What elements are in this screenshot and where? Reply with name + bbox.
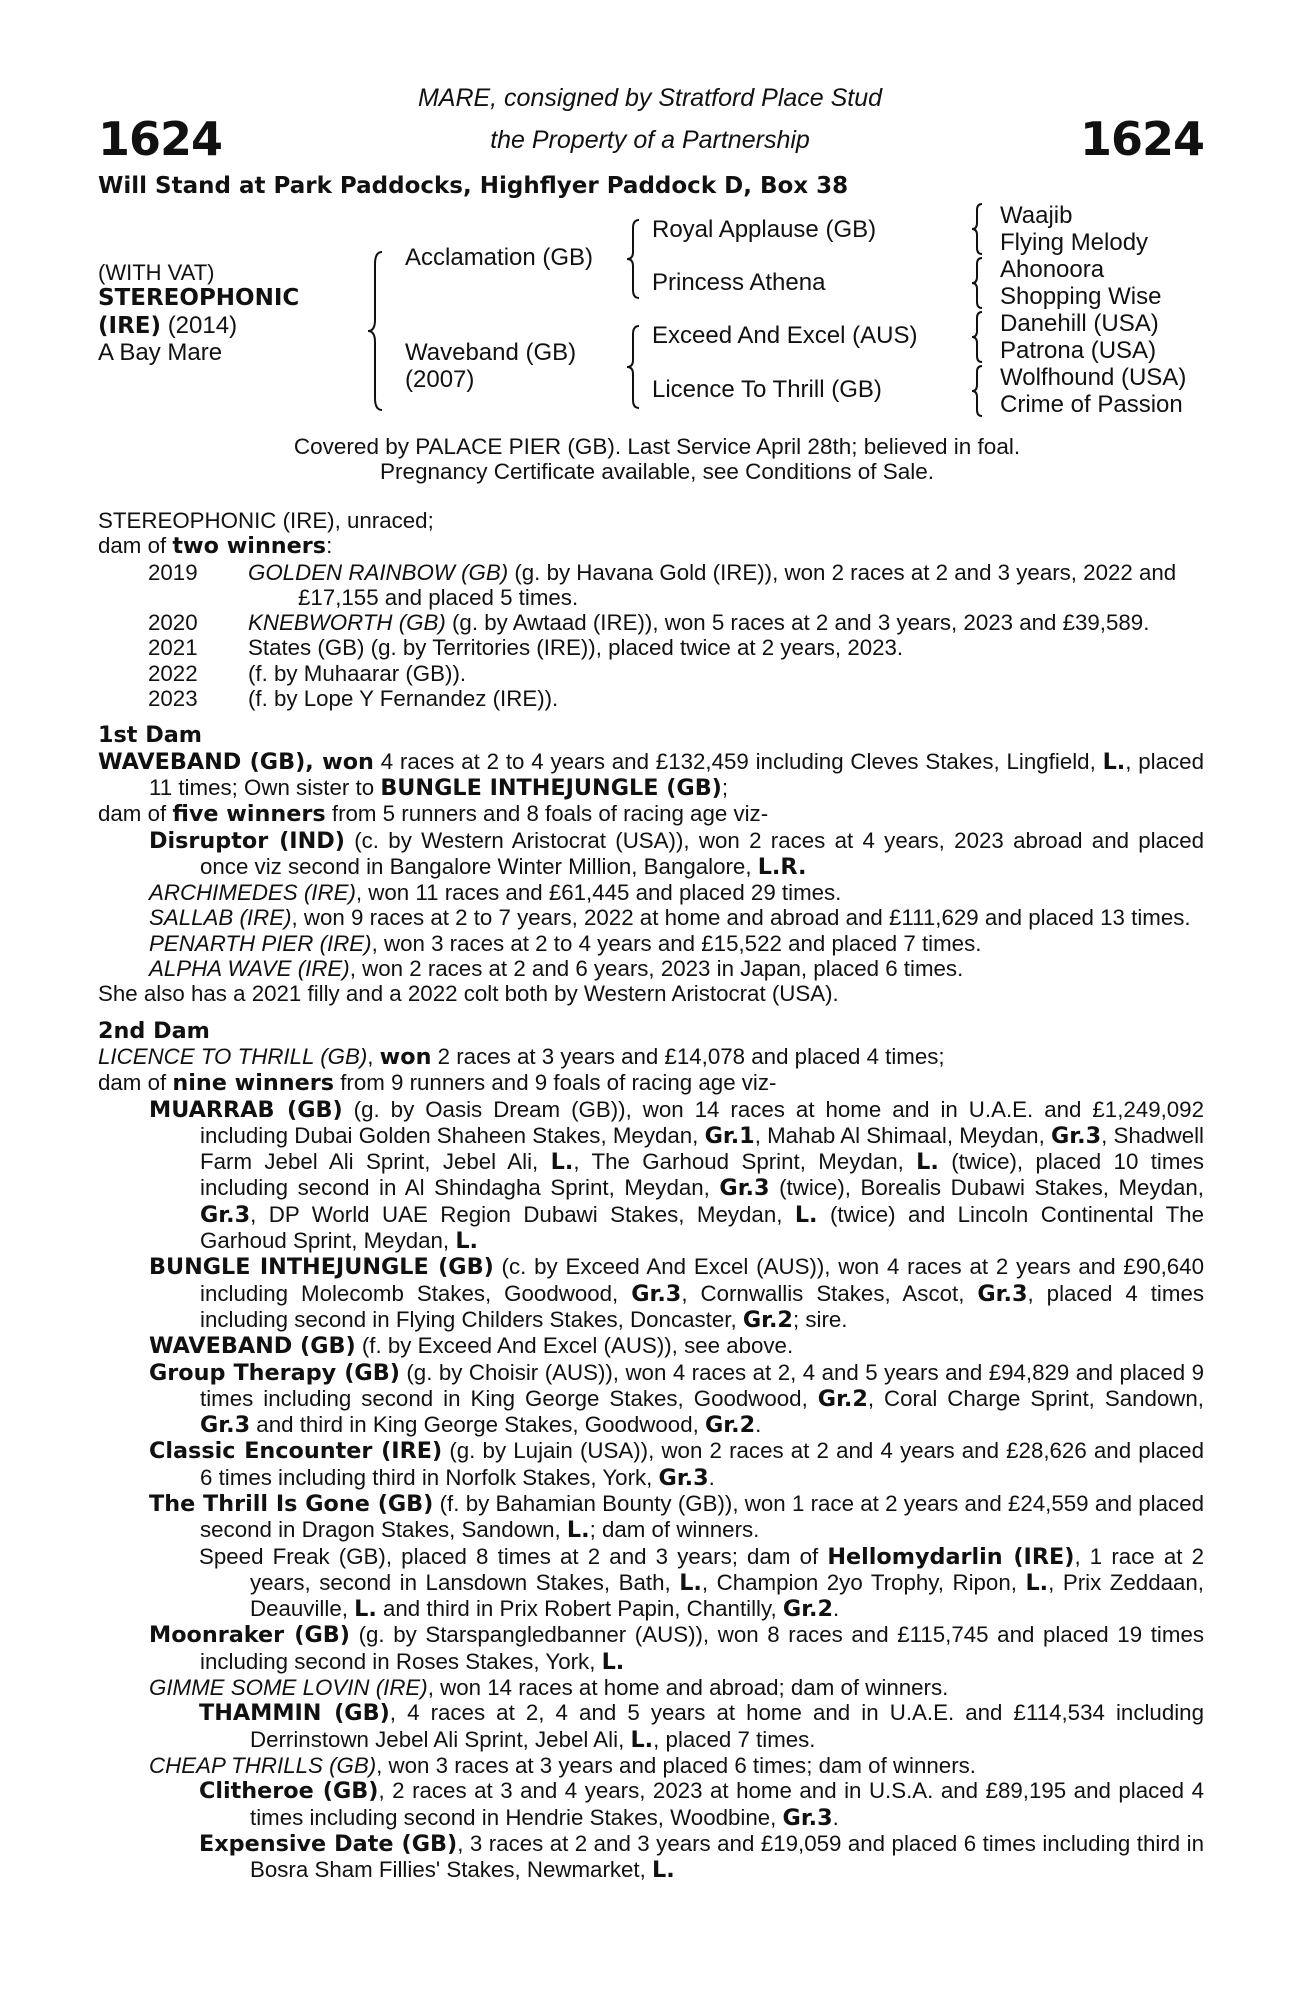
text: , Mahab Al Shimaal, Meydan,	[754, 1122, 1051, 1148]
intro-dam-of	[98, 533, 1204, 559]
sister-name: BUNGLE INTHEJUNGLE (GB)	[380, 774, 722, 801]
text: (g. by Lujain (USA)), won 2 races at 2 and 4 years and £28,626 and placed 6 times including third in Norfolk Stakes, York,	[200, 1438, 1204, 1490]
grade: L.R.	[757, 853, 807, 880]
produce-name: GOLDEN RAINBOW (GB)	[248, 559, 509, 585]
gg-3: Ahonoora	[1000, 256, 1105, 283]
gg-8: Crime of Passion	[1000, 391, 1183, 418]
gg-7: Wolfhound (USA)	[1000, 364, 1187, 391]
grade: Gr.3	[200, 1412, 251, 1439]
text: 2 races at 3 years and £14,078 and placed 4 times;	[431, 1043, 945, 1069]
intro-winners: two winners	[172, 533, 327, 560]
vat-note: (WITH VAT)	[98, 260, 215, 285]
text: ; dam of winners.	[589, 1517, 760, 1543]
gg-2: Flying Melody	[1000, 229, 1149, 256]
lot-number-right: 1624	[1079, 112, 1204, 166]
intro-dam-of-text: dam of	[98, 533, 173, 559]
text: Speed Freak (GB), placed 8 times at 2 and 3 years; dam of	[199, 1543, 828, 1569]
grade: L.	[566, 1517, 590, 1544]
text: and third in King George Stakes, Goodwood,	[250, 1412, 705, 1438]
runner-entry	[98, 1622, 1204, 1675]
produce-row	[98, 560, 1204, 611]
grade: L.	[354, 1596, 377, 1623]
grade: Gr.3	[1051, 1122, 1102, 1149]
property-line: the Property of a Partnership	[490, 126, 810, 154]
produce-details: States (GB) (g. by Territories (IRE)), placed twice at 2 years, 2023.	[248, 635, 904, 661]
lot-number-left: 1624	[98, 112, 223, 166]
second-dam-dam-of	[98, 1070, 1204, 1096]
gg-5: Danehill (USA)	[1000, 310, 1159, 337]
runner-entry	[98, 1438, 1204, 1491]
text: , DP World UAE Region Dubawi Stakes, Meydan,	[250, 1201, 795, 1227]
sire-sire: Royal Applause (GB)	[652, 216, 877, 243]
runner-entry	[98, 1753, 1204, 1778]
gg-4: Shopping Wise	[1000, 283, 1162, 310]
grade: L.	[1025, 1569, 1049, 1596]
second-dam-name: LICENCE TO THRILL (GB)	[98, 1043, 368, 1069]
grade: L.	[652, 1857, 675, 1884]
grade: L.	[455, 1228, 479, 1255]
runner-entry	[98, 956, 1204, 981]
produce-details: (f. by Muhaarar (GB)).	[248, 660, 467, 686]
text: , Shadwell Farm Jebel Ali Sprint, Jebel Ali,	[200, 1122, 1204, 1175]
runner-name: PENARTH PIER (IRE)	[149, 930, 372, 956]
horse-name: STEREOPHONIC	[98, 285, 300, 311]
gg-1: Waajib	[1000, 202, 1073, 229]
winners-count: nine winners	[172, 1070, 335, 1097]
sire-dam-brace	[366, 250, 384, 412]
text: , Coral Charge Sprint, Sandown,	[867, 1385, 1205, 1411]
dam-year: (2007)	[405, 366, 475, 393]
text: 4 races at 2 to 4 years and £132,459 including Cleves Stakes, Lingfield,	[373, 748, 1103, 774]
horse-suffix: (IRE)	[98, 313, 162, 339]
sire-parents-brace	[625, 218, 641, 300]
grade: Gr.3	[658, 1464, 709, 1491]
produce-details: (g. by Havana Gold (IRE)), won 2 races at 2 and 3 years, 2022 and £17,155 and placed 5 times.	[298, 559, 1177, 610]
runner-entry	[98, 1097, 1204, 1255]
dam-dam: Licence To Thrill (GB)	[652, 376, 882, 403]
text: (twice), placed 10 times including second in Al Shindagha Sprint, Meydan,	[200, 1149, 1204, 1201]
text: ;	[721, 774, 729, 800]
text: (twice), Borealis Dubawi Stakes, Meydan,	[769, 1175, 1205, 1201]
horse-year: (2014)	[167, 312, 238, 339]
produce-name: KNEBWORTH (GB)	[248, 610, 446, 636]
runner-name: MUARRAB (GB)	[149, 1096, 343, 1123]
produce-year: 2021	[148, 635, 198, 661]
produce-details: (g. by Awtaad (IRE)), won 5 races at 2 and 3 years, 2023 and £39,589.	[445, 610, 1150, 636]
runner-name: SALLAB (IRE)	[149, 905, 292, 931]
text: (g. by Choisir (AUS)), won 4 races at 2, 4 and 5 years and £94,829 and placed 9 times including second in King George Stakes, Goodwood,	[200, 1359, 1204, 1411]
text: .	[832, 1804, 839, 1830]
intro-line: STEREOPHONIC (IRE), unraced;	[98, 508, 434, 533]
text: , Champion 2yo Trophy, Ripon,	[701, 1569, 1026, 1595]
runner-name: The Thrill Is Gone (GB)	[149, 1490, 434, 1517]
gg-brace-4	[970, 364, 984, 418]
produce-row	[98, 686, 1204, 711]
consignor-line: MARE, consigned by Stratford Place Stud	[417, 84, 883, 112]
second-dam-summary: LICENCE TO THRILL (GB), won 2 races at 3 years and £14,078 and placed 4 times;	[98, 1043, 945, 1070]
runner-entry	[98, 1333, 1204, 1359]
grade: Gr.3	[631, 1280, 682, 1307]
text: , won 3 races at 3 years and placed 6 times; dam of winners.	[376, 1752, 976, 1778]
sire: Acclamation (GB)	[405, 244, 594, 271]
covered-line-2: Pregnancy Certificate available, see Conditions of Sale.	[379, 459, 935, 484]
runner-name: Disruptor (IND)	[149, 827, 345, 854]
text: , placed 11 times; Own sister to	[149, 748, 1204, 800]
grade: L.	[1102, 748, 1126, 775]
runner-name: GIMME SOME LOVIN (IRE)	[149, 1675, 428, 1701]
runner-entry	[98, 1831, 1204, 1884]
runner-name: Moonraker (GB)	[149, 1622, 350, 1649]
runner-entry	[98, 1254, 1204, 1333]
second-dam-heading: 2nd Dam	[98, 1017, 210, 1044]
runner-name: Classic Encounter (IRE)	[149, 1438, 443, 1465]
gg-6: Patrona (USA)	[1000, 337, 1157, 364]
text: , Cornwallis Stakes, Ascot,	[681, 1280, 978, 1306]
grade: Gr.1	[704, 1122, 755, 1149]
grade: Gr.2	[817, 1385, 868, 1412]
first-dam-dam-of	[98, 801, 1204, 827]
runner-name: ARCHIMEDES (IRE)	[149, 880, 356, 906]
text: and third in Prix Robert Papin, Chantilly,	[376, 1596, 783, 1622]
runner-name: Clitheroe (GB)	[199, 1778, 379, 1805]
grade: L.	[679, 1569, 702, 1596]
text: (twice) and Lincoln Continental The Garhoud Sprint, Meydan,	[200, 1201, 1204, 1254]
produce-row	[98, 635, 1204, 660]
gg-brace-1	[970, 202, 984, 256]
text: dam of	[98, 1070, 173, 1096]
won: won	[379, 1043, 432, 1070]
runner-name: CHEAP THRILLS (GB)	[149, 1752, 377, 1778]
gg-brace-3	[970, 310, 984, 364]
runner-name: Expensive Date (GB)	[199, 1830, 458, 1857]
first-dam-summary	[98, 749, 1204, 802]
runner-entry	[98, 931, 1204, 956]
text: , 4 races at 2, 4 and 5 years at home and in U.A.E. and £114,534 including Derrinstown Jebel Ali Sprint, Jebel Ali,	[250, 1700, 1204, 1752]
runner-name: Group Therapy (GB)	[149, 1359, 400, 1386]
dam: Waveband (GB)	[405, 339, 577, 366]
runner-entry	[98, 1700, 1204, 1753]
grade: L.	[550, 1149, 574, 1176]
winners-count: five winners	[172, 801, 326, 828]
runner-entry	[98, 828, 1204, 881]
produce-row	[98, 610, 1204, 635]
gg-brace-2	[970, 256, 984, 310]
grade: Gr.2	[742, 1306, 793, 1333]
text: (f. by Bahamian Bounty (GB)), won 1 race at 2 years and £24,559 and placed second in Dragon Stakes, Sandown,	[200, 1490, 1204, 1543]
text: (c. by Western Aristocrat (USA)), won 2 races at 4 years, 2023 abroad and placed once viz second in Bangalore Winter Million, Bangalore,	[200, 827, 1204, 879]
runner-name: ALPHA WAVE (IRE)	[149, 956, 350, 982]
first-dam-also: She also has a 2021 filly and a 2022 colt both by Western Aristocrat (USA).	[98, 981, 839, 1007]
runner-entry	[98, 1544, 1204, 1623]
runner-name: WAVEBAND (GB)	[149, 1333, 356, 1360]
grade: L.	[630, 1726, 654, 1753]
horse-origin-year	[98, 312, 237, 340]
produce-year: 2023	[148, 686, 198, 712]
text: .	[755, 1412, 762, 1438]
grade: Gr.2	[782, 1596, 833, 1623]
runner-entry	[98, 1675, 1204, 1700]
grade: Gr.3	[200, 1201, 251, 1228]
grade: L.	[794, 1201, 818, 1228]
runner-entry	[98, 905, 1204, 930]
grade: L.	[916, 1149, 939, 1176]
produce-row	[98, 661, 1204, 686]
produce-year: 2020	[148, 610, 198, 636]
produce-text	[248, 610, 1204, 635]
dam-sire: Exceed And Excel (AUS)	[652, 322, 918, 349]
produce-year: 2019	[148, 559, 198, 585]
produce-details: (f. by Lope Y Fernandez (IRE)).	[248, 686, 559, 712]
text: from 9 runners and 9 foals of racing age viz-	[334, 1070, 777, 1096]
text: ; sire.	[792, 1306, 848, 1332]
sire-dam: Princess Athena	[652, 269, 826, 296]
grade: Gr.3	[719, 1175, 770, 1202]
produce-year: 2022	[148, 660, 198, 686]
text: , The Garhoud Sprint, Meydan,	[573, 1149, 917, 1175]
grade: Gr.3	[782, 1804, 833, 1831]
text: , 2 races at 3 and 4 years, 2023 at home and in U.S.A. and £89,195 and placed 4 times including second in Hendrie Stakes, Woodbine,	[250, 1778, 1204, 1830]
text: from 5 runners and 8 foals of racing age viz-	[325, 801, 769, 827]
grade: Gr.3	[977, 1280, 1028, 1307]
text: , won 14 races at home and abroad; dam of winners.	[427, 1675, 949, 1701]
text: , 3 races at 2 and 3 years and £19,059 and placed 6 times including third in Bosra Sham Fillies' Stakes, Newmarket,	[250, 1830, 1204, 1883]
text: .	[708, 1464, 715, 1490]
text: , 1 race at 2 years, second in Lansdown Stakes, Bath,	[250, 1543, 1204, 1595]
produce-text	[248, 560, 1204, 611]
text: (g. by Starspangledbanner (AUS)), won 8 races and £115,745 and placed 19 times including second in Roses Stakes, York,	[200, 1622, 1204, 1674]
text: (c. by Exceed And Excel (AUS)), won 4 races at 2 years and £90,640 including Molecomb Stakes, Goodwood,	[200, 1254, 1204, 1306]
grade: L.	[601, 1648, 625, 1675]
runner-name: THAMMIN (GB)	[199, 1700, 390, 1727]
horse-description: A Bay Mare	[98, 339, 223, 366]
catalogue-body	[98, 508, 1204, 1883]
runner-entry	[98, 880, 1204, 905]
runner-entry	[98, 1778, 1204, 1831]
first-dam-name: WAVEBAND (GB), won	[98, 748, 374, 775]
dam-parents-brace	[625, 324, 641, 410]
text: (f. by Exceed And Excel (AUS)), see above.	[355, 1333, 794, 1359]
text: , placed 4 times including second in Flying Childers Stakes, Doncaster,	[200, 1280, 1205, 1332]
first-dam-heading: 1st Dam	[98, 722, 202, 749]
runner-name: Hellomydarlin (IRE)	[827, 1543, 1075, 1570]
text: , won 11 races and £61,445 and placed 29 times.	[355, 880, 842, 906]
text: , won 9 races at 2 to 7 years, 2022 at home and abroad and £111,629 and placed 13 times.	[291, 905, 1191, 931]
text: dam of	[98, 801, 173, 827]
text: , won 2 races at 2 and 6 years, 2023 in Japan, placed 6 times.	[349, 956, 964, 982]
text: .	[833, 1596, 840, 1622]
text: (g. by Oasis Dream (GB)), won 14 races at home and in U.A.E. and £1,249,092 including Dubai Golden Shaheen Stakes, Meydan,	[200, 1096, 1204, 1148]
runner-entry	[98, 1491, 1204, 1544]
covered-line-1: Covered by PALACE PIER (GB). Last Service April 28th; believed in foal.	[293, 434, 1021, 459]
text: , Prix Zeddaan, Deauville,	[250, 1569, 1205, 1622]
grade: Gr.2	[705, 1412, 756, 1439]
runner-name: BUNGLE INTHEJUNGLE (GB)	[149, 1254, 494, 1281]
stand-location: Will Stand at Park Paddocks, Highflyer Paddock D, Box 38	[98, 173, 849, 199]
text: , placed 7 times.	[653, 1726, 816, 1752]
runner-entry	[98, 1360, 1204, 1439]
intro-colon: :	[326, 533, 333, 559]
text: , won 3 races at 2 to 4 years and £15,522 and placed 7 times.	[371, 930, 982, 956]
